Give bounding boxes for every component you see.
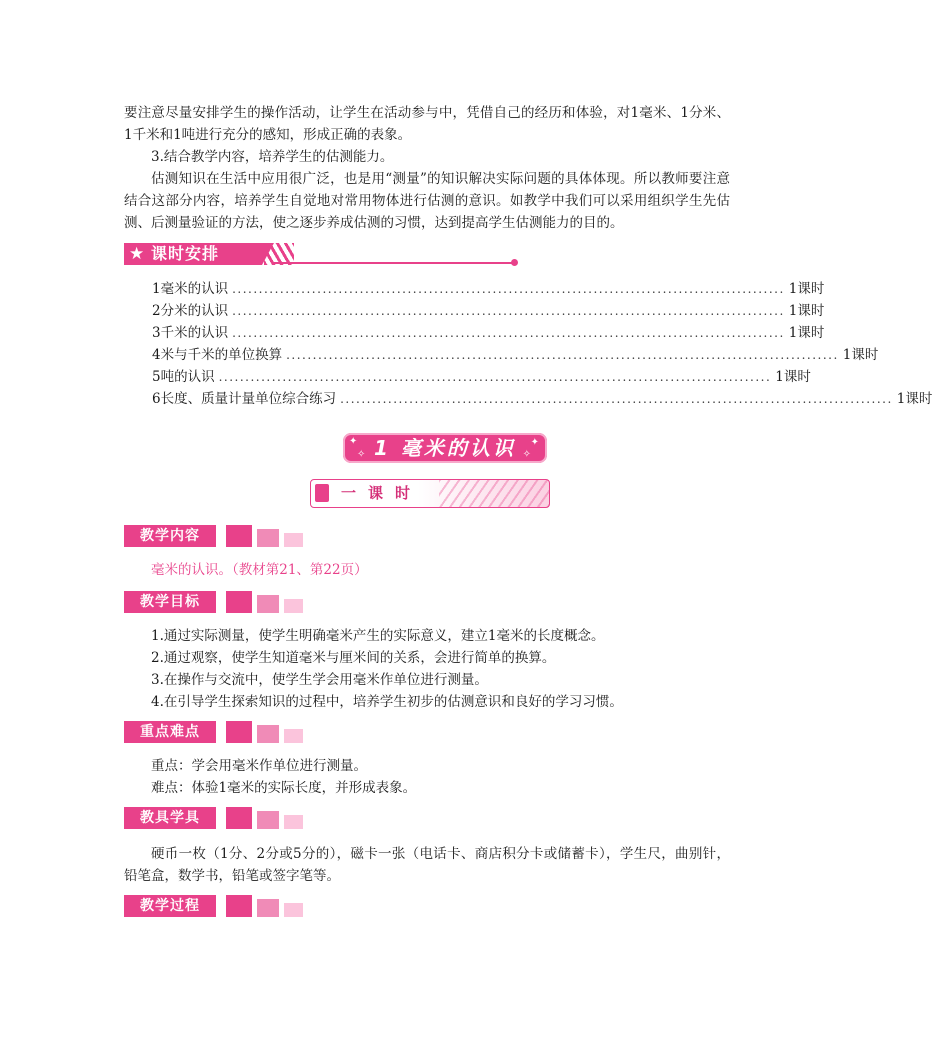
banner-dot <box>511 259 518 266</box>
period-tab <box>315 484 329 502</box>
schedule-number: 1 <box>152 281 161 297</box>
heading-square <box>257 899 279 917</box>
schedule-row <box>152 299 825 321</box>
tools-text: 硬币一枚（1分、2分或5分的），磁卡一张（电话卡、商店积分卡或储蓄卡），学生尺，曲别针，铅笔盒，数学书，铅笔或签字笔等。 <box>124 846 730 884</box>
schedule-row <box>152 321 825 343</box>
schedule-name: 吨的认识 <box>160 369 215 385</box>
heading-square <box>226 807 252 829</box>
heading-square <box>257 595 279 613</box>
difficult-point: 难点：体验1毫米的实际长度，并形成表象。 <box>151 780 417 796</box>
schedule-hours: 1课时 <box>788 281 825 297</box>
schedule-row <box>152 387 932 409</box>
heading-square <box>284 815 303 829</box>
schedule-row <box>152 277 825 299</box>
schedule-hours: 1课时 <box>788 303 825 319</box>
period-stripes <box>439 480 549 507</box>
heading-square <box>226 895 252 917</box>
period-label: 一课时 <box>341 484 423 502</box>
period-badge <box>310 479 550 508</box>
schedule-hours: 1课时 <box>842 347 879 363</box>
schedule-number: 6 <box>152 391 161 407</box>
heading-square <box>257 725 279 743</box>
section-label: 教学内容 <box>124 525 216 547</box>
section-label: 教学目标 <box>124 591 216 613</box>
heading-square <box>284 903 303 917</box>
schedule-number: 3 <box>152 325 161 341</box>
keypoints-body <box>124 755 730 799</box>
content-text: 毫米的认识。（教材第21、第22页） <box>151 562 368 578</box>
intro-paragraph-3: 估测知识在生活中应用很广泛，也是用“测量”的知识解决实际问题的具体体现。所以教师要注意结合这部分内容，培养学生自觉地对常用物体进行估测的意识。如教学中我们可以采用组织学生先估测、后测量验证的方法，使之逐步养成估测的习惯，达到提高学生估测能力的目的。 <box>124 171 730 231</box>
star-icon: ★ <box>129 244 145 264</box>
sparkle-icon: ✧ <box>522 449 531 460</box>
dot-leader: ........................................................................................................ <box>232 282 785 296</box>
tools-body <box>124 843 730 887</box>
schedule-name: 分米的认识 <box>160 303 229 319</box>
schedule-title: 课时安排 <box>151 244 220 263</box>
schedule-name: 毫米的认识 <box>160 281 229 297</box>
heading-square <box>257 529 279 547</box>
schedule-banner <box>124 243 396 267</box>
schedule-number: 2 <box>152 303 161 319</box>
schedule-hours: 1课时 <box>896 391 932 407</box>
schedule-name: 千米的认识 <box>160 325 229 341</box>
goal-item: 1.通过实际测量，使学生明确毫米产生的实际意义，建立1毫米的长度概念。 <box>151 628 605 644</box>
lesson-title-badge <box>343 433 547 463</box>
key-point: 重点：学会用毫米作单位进行测量。 <box>151 758 367 774</box>
content-body <box>124 559 730 581</box>
intro-paragraph-2: 3.结合教学内容，培养学生的估测能力。 <box>151 149 394 165</box>
schedule-name: 长度、质量计量单位综合练习 <box>160 391 337 407</box>
goals-body <box>124 625 730 713</box>
schedule-list <box>152 277 932 409</box>
schedule-row <box>152 365 811 387</box>
dot-leader: ........................................................................................................ <box>232 304 785 318</box>
sparkle-icon: ✧ <box>357 449 366 460</box>
section-label: 教学过程 <box>124 895 216 917</box>
sparkle-icon: ✦ <box>530 437 539 448</box>
heading-square <box>284 729 303 743</box>
schedule-hours: 1课时 <box>788 325 825 341</box>
heading-square <box>257 811 279 829</box>
schedule-name: 米与千米的单位换算 <box>160 347 283 363</box>
section-label: 教具学具 <box>124 807 216 829</box>
heading-square <box>226 525 252 547</box>
dot-leader: ........................................................................................................ <box>340 392 893 406</box>
intro-section <box>124 102 730 234</box>
goal-item: 4.在引导学生探索知识的过程中，培养学生初步的估测意识和良好的学习习惯。 <box>151 694 623 710</box>
section-label: 重点难点 <box>124 721 216 743</box>
goal-item: 3.在操作与交流中，使学生学会用毫米作单位进行测量。 <box>151 672 488 688</box>
goal-item: 2.通过观察，使学生知道毫米与厘米间的关系，会进行简单的换算。 <box>151 650 556 666</box>
schedule-row <box>152 343 879 365</box>
banner-underline <box>274 262 514 264</box>
heading-square <box>284 533 303 547</box>
schedule-number: 5 <box>152 369 161 385</box>
dot-leader: ........................................................................................................ <box>232 326 785 340</box>
heading-square <box>226 721 252 743</box>
sparkle-icon: ✦ <box>349 436 358 447</box>
intro-paragraph-1: 要注意尽量安排学生的操作活动，让学生在活动参与中，凭借自己的经历和体验，对1毫米、1分米、1千米和1吨进行充分的感知，形成正确的表象。 <box>124 105 730 143</box>
heading-square <box>226 591 252 613</box>
schedule-number: 4 <box>152 347 161 363</box>
heading-square <box>284 599 303 613</box>
dot-leader: ........................................................................................................ <box>286 348 839 362</box>
lesson-title: 1 毫米的认识 <box>374 436 516 460</box>
schedule-hours: 1课时 <box>775 369 811 385</box>
dot-leader: ........................................................................................................ <box>218 370 772 384</box>
